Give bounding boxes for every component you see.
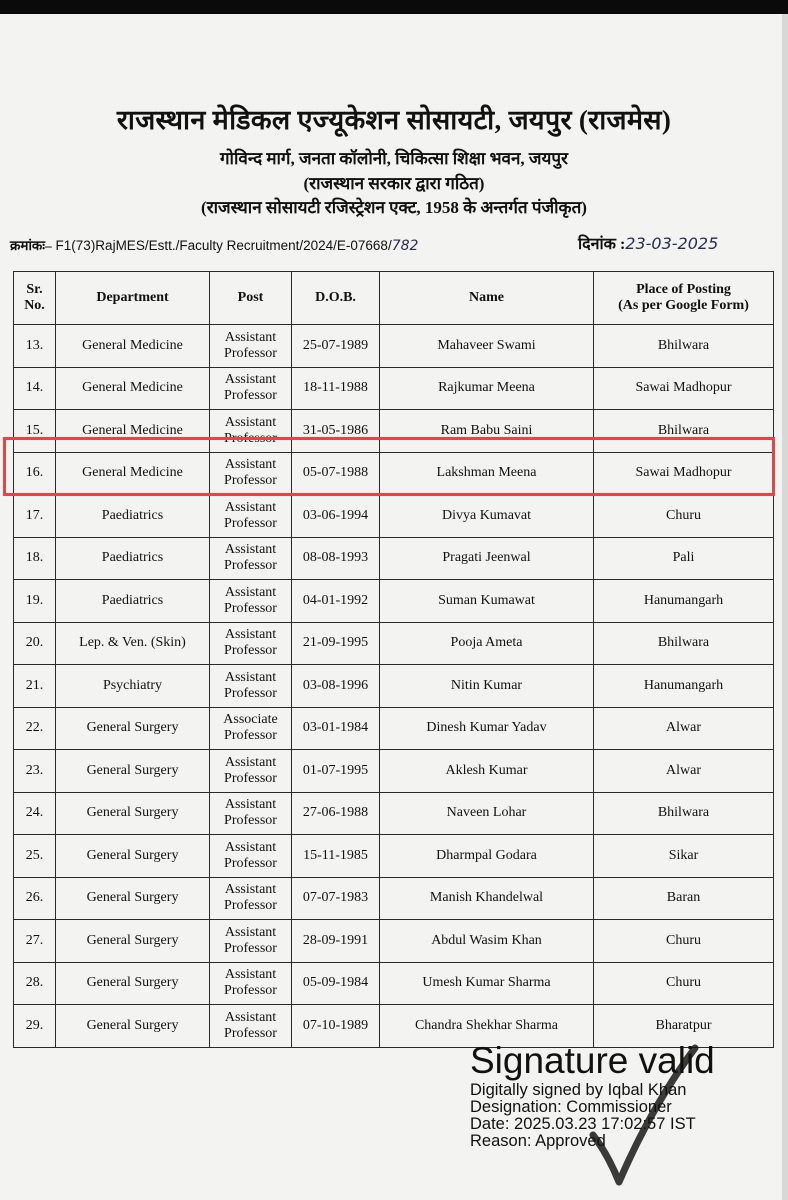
- row-post-line1: Assistant: [224, 839, 277, 855]
- row-place: Bharatpur: [594, 1005, 774, 1048]
- row-post-line1: Assistant: [224, 372, 277, 388]
- row-post: [210, 877, 292, 920]
- row-place: Churu: [594, 495, 774, 538]
- row-place: Bhilwara: [594, 622, 774, 665]
- row-post-line1: Assistant: [224, 967, 277, 983]
- org-title: राजस्थान मेडिकल एज्यूकेशन सोसायटी, जयपुर (राजमेस): [116, 105, 672, 135]
- row-post-line1: Assistant: [224, 1009, 277, 1025]
- row-post: [210, 1005, 292, 1048]
- row-department: General Surgery: [56, 1005, 210, 1048]
- row-sr-no: 13.: [14, 325, 56, 368]
- org-registration: (राजस्थान सोसायटी रजिस्ट्रेशन एक्ट, 1958 के अन्तर्गत पंजीकृत): [201, 198, 587, 217]
- table-row: [14, 707, 774, 750]
- row-name: Umesh Kumar Sharma: [380, 962, 594, 1005]
- row-dob: 07-07-1983: [292, 877, 380, 920]
- row-name: Suman Kumawat: [380, 580, 594, 623]
- row-post-line2: Professor: [224, 728, 277, 744]
- table-row: [14, 665, 774, 708]
- table-header-row: [14, 272, 774, 325]
- row-post: [210, 835, 292, 878]
- row-dob: 05-09-1984: [292, 962, 380, 1005]
- row-sr-no: 20.: [14, 622, 56, 665]
- row-post-line1: Assistant: [224, 882, 277, 898]
- row-department: General Surgery: [56, 750, 210, 793]
- header-name: Name: [380, 272, 594, 325]
- row-name: Aklesh Kumar: [380, 750, 594, 793]
- header-sr-line2: No.: [24, 298, 45, 313]
- row-post-line2: Professor: [224, 473, 277, 489]
- row-name: Abdul Wasim Khan: [380, 920, 594, 963]
- row-sr-no: 28.: [14, 962, 56, 1005]
- row-department: General Surgery: [56, 962, 210, 1005]
- row-post: [210, 537, 292, 580]
- row-dob: 25-07-1989: [292, 325, 380, 368]
- row-place: Alwar: [594, 750, 774, 793]
- row-post-line2: Professor: [224, 558, 277, 574]
- row-department: General Medicine: [56, 325, 210, 368]
- row-post-line1: Assistant: [224, 457, 277, 473]
- top-bar: [0, 0, 788, 14]
- row-post: [210, 707, 292, 750]
- row-post-line1: Assistant: [224, 797, 277, 813]
- row-post-line2: Professor: [224, 1025, 277, 1041]
- row-department: General Medicine: [56, 410, 210, 453]
- table-row: [14, 792, 774, 835]
- row-sr-no: 26.: [14, 877, 56, 920]
- row-post: [210, 325, 292, 368]
- row-place: Churu: [594, 920, 774, 963]
- table-row: [14, 622, 774, 665]
- header-place: [594, 272, 774, 325]
- row-name: Divya Kumavat: [380, 495, 594, 538]
- row-place: Bhilwara: [594, 792, 774, 835]
- row-place: Pali: [594, 537, 774, 580]
- row-dob: 15-11-1985: [292, 835, 380, 878]
- row-post-line1: Assistant: [224, 414, 277, 430]
- row-department: General Surgery: [56, 835, 210, 878]
- row-department: General Surgery: [56, 792, 210, 835]
- header-sr-no: [14, 272, 56, 325]
- row-name: Ram Babu Saini: [380, 410, 594, 453]
- table-row: [14, 537, 774, 580]
- row-post-line2: Professor: [224, 855, 277, 871]
- row-name: Nitin Kumar: [380, 665, 594, 708]
- row-department: Psychiatry: [56, 665, 210, 708]
- row-sr-no: 15.: [14, 410, 56, 453]
- row-place: Sikar: [594, 835, 774, 878]
- row-dob: 05-07-1988: [292, 452, 380, 495]
- row-sr-no: 25.: [14, 835, 56, 878]
- header-dob: D.O.B.: [292, 272, 380, 325]
- row-place: Hanumangarh: [594, 665, 774, 708]
- row-post: [210, 962, 292, 1005]
- row-department: General Medicine: [56, 452, 210, 495]
- row-place: Churu: [594, 962, 774, 1005]
- row-post-line2: Professor: [224, 345, 277, 361]
- row-post-line1: Assistant: [224, 669, 277, 685]
- row-post: [210, 750, 292, 793]
- row-post-line1: Assistant: [224, 499, 277, 515]
- row-department: Paediatrics: [56, 495, 210, 538]
- row-post-line2: Professor: [224, 388, 277, 404]
- row-sr-no: 18.: [14, 537, 56, 580]
- signature-signed-by: Digitally signed by Iqbal Khan: [470, 1081, 687, 1099]
- row-sr-no: 17.: [14, 495, 56, 538]
- row-dob: 07-10-1989: [292, 1005, 380, 1048]
- row-post: [210, 580, 292, 623]
- table-row: [14, 325, 774, 368]
- row-sr-no: 24.: [14, 792, 56, 835]
- date-value: 23-03-2025: [625, 234, 719, 253]
- table-row: [14, 580, 774, 623]
- row-name: Dinesh Kumar Yadav: [380, 707, 594, 750]
- signature-date: Date: 2025.03.23 17:02:57 IST: [470, 1115, 696, 1133]
- highlight-box: [3, 437, 775, 496]
- header-department: Department: [56, 272, 210, 325]
- row-sr-no: 27.: [14, 920, 56, 963]
- table-row: [14, 495, 774, 538]
- row-sr-no: 29.: [14, 1005, 56, 1048]
- row-post: [210, 665, 292, 708]
- row-dob: 03-01-1984: [292, 707, 380, 750]
- row-dob: 28-09-1991: [292, 920, 380, 963]
- date-label: दिनांक :: [578, 236, 626, 253]
- signature-title: Signature valid: [470, 1040, 715, 1081]
- row-post-line2: Professor: [224, 983, 277, 999]
- row-post: [210, 367, 292, 410]
- row-department: General Surgery: [56, 920, 210, 963]
- row-post-line1: Associate: [223, 712, 278, 728]
- row-post-line2: Professor: [224, 600, 277, 616]
- row-post-line1: Assistant: [224, 627, 277, 643]
- table-row: [14, 877, 774, 920]
- row-department: Paediatrics: [56, 580, 210, 623]
- header-place-line1: Place of Posting: [636, 282, 731, 297]
- posting-table: [13, 271, 774, 1048]
- row-name: Rajkumar Meena: [380, 367, 594, 410]
- row-post-line2: Professor: [224, 515, 277, 531]
- row-post-line2: Professor: [224, 430, 277, 446]
- reference-label: क्रमांकः–: [10, 238, 52, 253]
- row-dob: 03-08-1996: [292, 665, 380, 708]
- row-place: Sawai Madhopur: [594, 452, 774, 495]
- row-name: Chandra Shekhar Sharma: [380, 1005, 594, 1048]
- header-place-line2: (As per Google Form): [618, 298, 749, 313]
- row-place: Hanumangarh: [594, 580, 774, 623]
- row-name: Mahaveer Swami: [380, 325, 594, 368]
- row-post-line2: Professor: [224, 685, 277, 701]
- row-place: Sawai Madhopur: [594, 367, 774, 410]
- row-dob: 04-01-1992: [292, 580, 380, 623]
- row-post: [210, 622, 292, 665]
- table-row: [14, 367, 774, 410]
- row-dob: 21-09-1995: [292, 622, 380, 665]
- row-name: Pooja Ameta: [380, 622, 594, 665]
- row-dob: 27-06-1988: [292, 792, 380, 835]
- reference-code: F1(73)RajMES/Estt./Faculty Recruitment/2024/E-07668/: [51, 238, 392, 253]
- reference-handwritten: 782: [391, 238, 419, 254]
- header-sr-line1: Sr.: [26, 282, 43, 297]
- row-post-line2: Professor: [224, 770, 277, 786]
- row-place: Baran: [594, 877, 774, 920]
- row-department: General Surgery: [56, 707, 210, 750]
- row-name: Manish Khandelwal: [380, 877, 594, 920]
- org-address: गोविन्द मार्ग, जनता कॉलोनी, चिकित्सा शिक्षा भवन, जयपुर: [219, 149, 568, 168]
- row-post-line1: Assistant: [224, 584, 277, 600]
- row-name: Pragati Jeenwal: [380, 537, 594, 580]
- checkmark-icon: [585, 1040, 705, 1190]
- row-post-line1: Assistant: [224, 754, 277, 770]
- org-constituted: (राजस्थान सरकार द्वारा गठित): [303, 174, 485, 193]
- row-sr-no: 21.: [14, 665, 56, 708]
- row-name: Lakshman Meena: [380, 452, 594, 495]
- row-dob: 18-11-1988: [292, 367, 380, 410]
- row-post-line1: Assistant: [224, 924, 277, 940]
- row-post-line2: Professor: [224, 643, 277, 659]
- row-department: General Medicine: [56, 367, 210, 410]
- row-sr-no: 19.: [14, 580, 56, 623]
- row-sr-no: 16.: [14, 452, 56, 495]
- row-dob: 08-08-1993: [292, 537, 380, 580]
- table-row: [14, 962, 774, 1005]
- row-post: [210, 792, 292, 835]
- row-place: Alwar: [594, 707, 774, 750]
- row-post-line2: Professor: [224, 898, 277, 914]
- table-row: [14, 920, 774, 963]
- row-post: [210, 920, 292, 963]
- row-sr-no: 23.: [14, 750, 56, 793]
- signature-reason: Reason: Approved: [470, 1132, 606, 1150]
- row-post-line1: Assistant: [224, 542, 277, 558]
- document-date: [578, 232, 718, 254]
- row-post: [210, 495, 292, 538]
- row-dob: 03-06-1994: [292, 495, 380, 538]
- row-department: General Surgery: [56, 877, 210, 920]
- row-place: Bhilwara: [594, 410, 774, 453]
- signature-designation: Designation: Commissioner: [470, 1098, 672, 1116]
- row-post-line2: Professor: [224, 940, 277, 956]
- header-post: Post: [210, 272, 292, 325]
- row-dob: 31-05-1986: [292, 410, 380, 453]
- row-department: Lep. & Ven. (Skin): [56, 622, 210, 665]
- table-row: [14, 835, 774, 878]
- row-name: Naveen Lohar: [380, 792, 594, 835]
- reference-number: [10, 236, 418, 254]
- row-sr-no: 22.: [14, 707, 56, 750]
- row-dob: 01-07-1995: [292, 750, 380, 793]
- row-department: Paediatrics: [56, 537, 210, 580]
- row-post-line2: Professor: [224, 813, 277, 829]
- row-name: Dharmpal Godara: [380, 835, 594, 878]
- row-post-line1: Assistant: [224, 329, 277, 345]
- row-sr-no: 14.: [14, 367, 56, 410]
- table-row: [14, 750, 774, 793]
- row-place: Bhilwara: [594, 325, 774, 368]
